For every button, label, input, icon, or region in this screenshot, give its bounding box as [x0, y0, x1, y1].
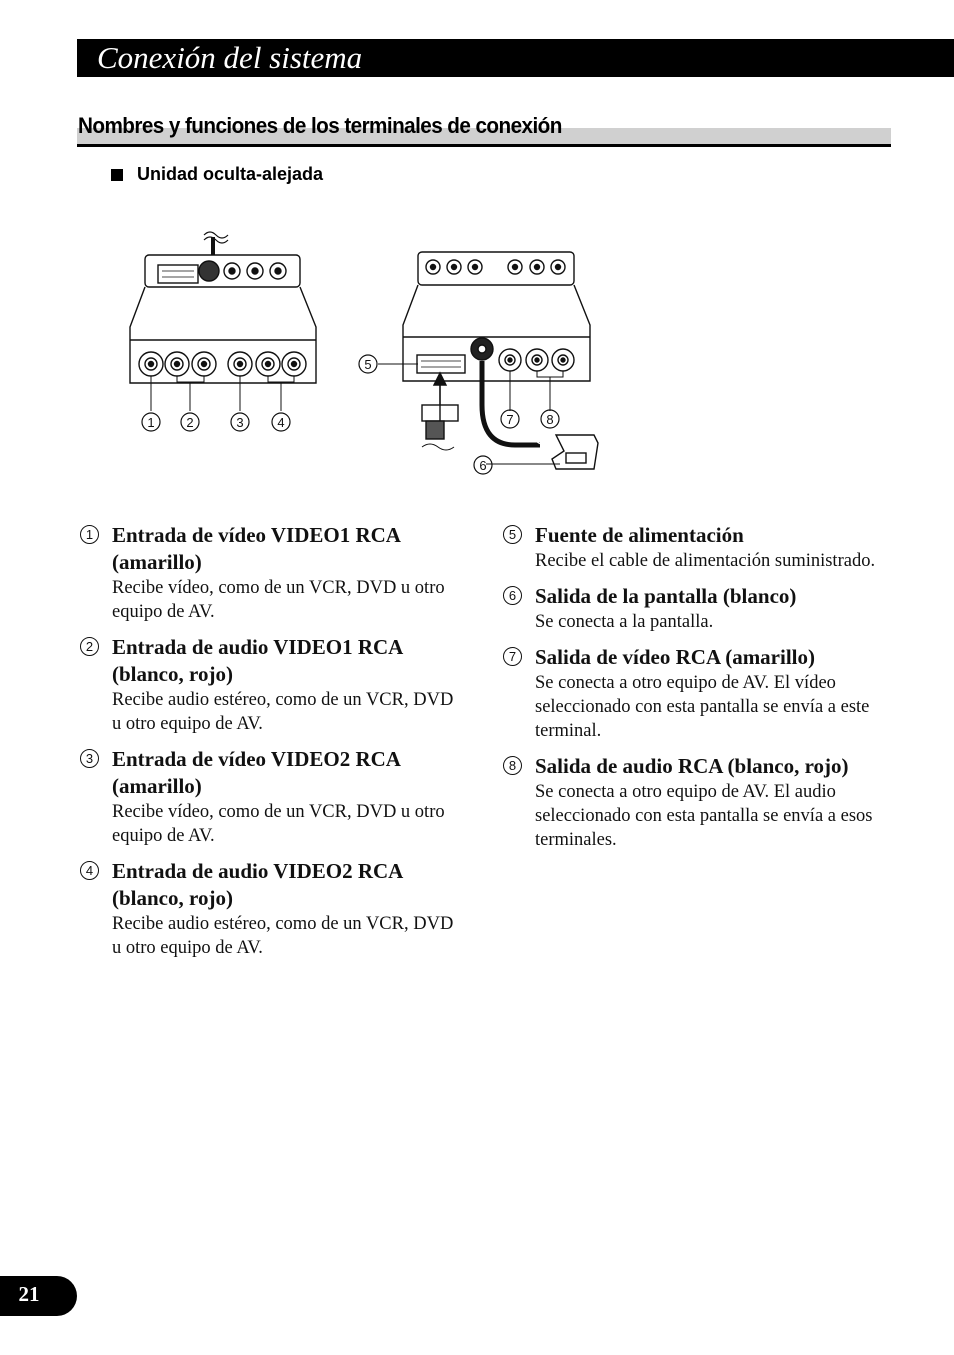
item-number: 7 — [503, 647, 522, 666]
list-item — [503, 583, 883, 634]
callout-3 — [231, 413, 249, 431]
item-number: 3 — [80, 749, 99, 768]
callout-1 — [142, 413, 160, 431]
item-title: Fuente de alimentación — [535, 523, 744, 547]
callout-4 — [272, 413, 290, 431]
input-callouts — [142, 413, 290, 431]
callout-7 — [501, 410, 519, 428]
callout-6 — [474, 456, 492, 474]
callout-5 — [359, 355, 377, 373]
list-item — [80, 858, 460, 960]
item-title: Salida de vídeo RCA (amarillo) — [535, 645, 816, 669]
item-description: Se conecta a otro equipo de AV. El audio seleccionado con esta pantalla se envía a esos terminales. — [535, 782, 873, 850]
subsection-heading — [111, 162, 323, 186]
svg-text:7: 7 — [506, 412, 514, 427]
list-item — [80, 522, 460, 624]
page-number-tab — [0, 1276, 77, 1316]
list-item — [503, 753, 883, 852]
svg-text:2: 2 — [186, 415, 194, 430]
svg-text:3: 3 — [236, 415, 244, 430]
callout-8 — [541, 410, 559, 428]
square-bullet-icon — [111, 169, 123, 181]
item-description: Recibe audio estéreo, como de un VCR, DVD u otro equipo de AV. — [112, 914, 454, 958]
chapter-title: Conexión del sistema — [97, 40, 363, 75]
svg-text:6: 6 — [479, 458, 487, 473]
terminal-diagram — [120, 215, 620, 485]
item-title: Entrada de vídeo VIDEO2 RCA (amarillo) — [112, 747, 400, 798]
input-side-unit — [130, 232, 316, 411]
item-number: 4 — [80, 861, 99, 880]
section-heading-rule — [77, 144, 891, 147]
descriptions-right-column — [503, 522, 883, 862]
svg-text:5: 5 — [364, 357, 372, 372]
descriptions-left-column — [80, 522, 460, 970]
item-description: Recibe audio estéreo, como de un VCR, DVD u otro equipo de AV. — [112, 690, 454, 734]
chapter-title-bar — [77, 39, 954, 77]
subsection-heading-text: Unidad oculta-alejada — [137, 164, 324, 184]
item-title: Salida de la pantalla (blanco) — [535, 584, 797, 608]
section-heading-text: Nombres y funciones de los terminales de conexión — [78, 113, 562, 138]
section-heading — [77, 112, 891, 148]
item-number: 6 — [503, 586, 522, 605]
item-description: Recibe vídeo, como de un VCR, DVD u otro equipo de AV. — [112, 802, 445, 846]
svg-text:8: 8 — [546, 412, 554, 427]
list-item — [80, 634, 460, 736]
svg-text:1: 1 — [147, 415, 155, 430]
callout-2 — [181, 413, 199, 431]
item-number: 5 — [503, 525, 522, 544]
item-title: Salida de audio RCA (blanco, rojo) — [535, 754, 849, 778]
list-item — [80, 746, 460, 848]
page-number: 21 — [18, 1282, 40, 1306]
item-title: Entrada de audio VIDEO1 RCA (blanco, rojo) — [112, 635, 403, 686]
svg-text:4: 4 — [277, 415, 285, 430]
output-side-unit — [378, 252, 598, 469]
item-description: Recibe vídeo, como de un VCR, DVD u otro equipo de AV. — [112, 578, 445, 622]
item-number: 2 — [80, 637, 99, 656]
item-description: Se conecta a otro equipo de AV. El vídeo seleccionado con esta pantalla se envía a este terminal. — [535, 673, 870, 741]
item-number: 1 — [80, 525, 99, 544]
item-description: Se conecta a la pantalla. — [535, 612, 714, 632]
item-description: Recibe el cable de alimentación suministrado. — [535, 551, 876, 571]
item-title: Entrada de audio VIDEO2 RCA (blanco, rojo) — [112, 859, 403, 910]
item-number: 8 — [503, 756, 522, 775]
list-item — [503, 522, 883, 573]
item-title: Entrada de vídeo VIDEO1 RCA (amarillo) — [112, 523, 400, 574]
list-item — [503, 644, 883, 743]
